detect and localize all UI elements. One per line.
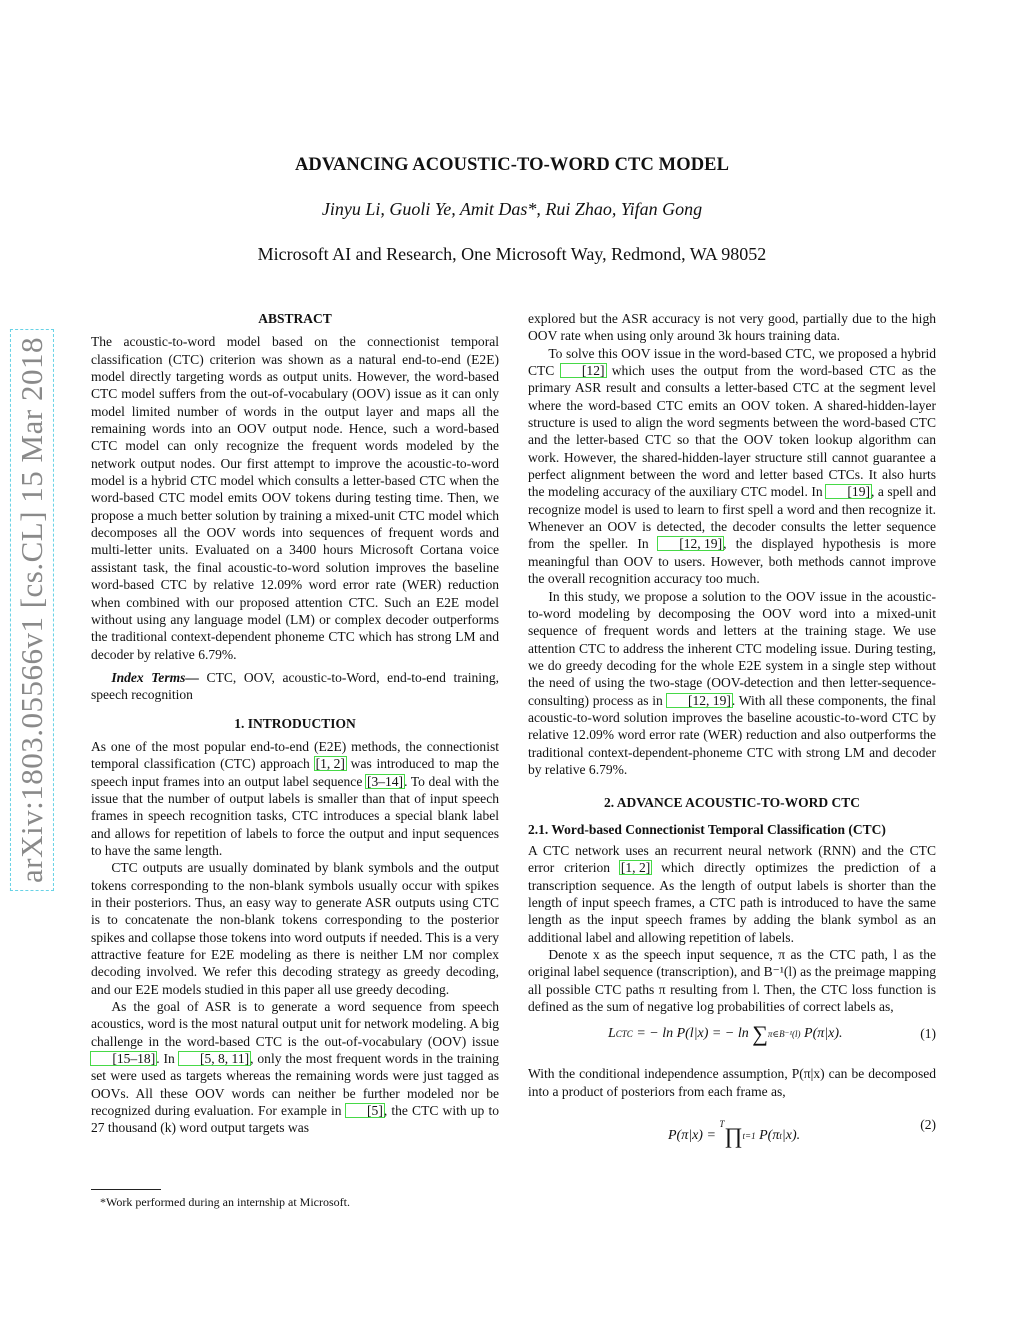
text-run: was introduced to map the speech input frames into an output label sequence (91, 756, 500, 789)
abstract-heading: ABSTRACT (258, 311, 332, 326)
arxiv-identifier-link[interactable]: arXiv:1803.05566v1 [cs.CL] 15 Mar 2018 (14, 333, 50, 887)
intro-paragraph-2: CTC outputs are usually dominated by blank symbols and the output tokens corresponding to the non-blank symbols usually occur with spikes in their posteriors. Thus, an easy way to generate ASR outputs using CTC is to concatenate the non-blank tokens corresponding to the posterior spikes and collapse those tokens into word outputs if needed. This is a very attractive feature for E2E modeling as there is neither LM nor complex decoding involved. We refer this decoding strategy as greedy decoding, and our E2E models studied in this paper all use greedy decoding. (91, 860, 499, 997)
text-run: , only the most frequent words in the training set were used as targets whereas the remaining words were just tagged as OOVs. All these OOV words can neither be further modeled nor be recognized during evaluation. For example in (91, 1051, 499, 1119)
paper-affiliation: Microsoft AI and Research, One Microsoft Way, Redmond, WA 98052 (257, 244, 767, 264)
arxiv-stamp (12, 312, 52, 907)
index-terms (91, 669, 499, 704)
text-run: , the displayed hypothesis is more meaningful than OOV to users. However, both methods cannot improve the overall recognition accuracy too much. (528, 536, 936, 587)
text-run: To solve this OOV issue in the word-based CTC, we proposed a hybrid CTC (528, 345, 936, 379)
eq-symbol: L (608, 1026, 616, 1042)
section-2-paragraph-2: Denote x as the speech input sequence, π as the CTC path, l as the original label sequence (transcription), and B⁻¹(l) as the preimage mapping all possible CTC paths π resulting from l. Then, the CTC loss function is defined as the sum of negative log probabilities of correct labels as, (528, 947, 936, 1015)
citation-link[interactable]: [12, 19] (667, 694, 732, 707)
text-run: . In (156, 1051, 179, 1067)
citation-link[interactable]: [3–14] (366, 773, 404, 789)
section-2-paragraph-1 (528, 842, 936, 946)
equation-2-body (668, 1116, 801, 1149)
eq-subscript: CTC (615, 1029, 633, 1040)
intro-paragraph-3 (91, 998, 499, 1137)
text-run: As one of the most popular end-to-end (E2E) methods, the connectionist temporal classification (CTC) approach (91, 738, 499, 772)
citation-link[interactable]: [15–18] (91, 1052, 156, 1065)
eq-subscript: π∈B⁻¹(l) (767, 1029, 801, 1040)
citation-link[interactable]: [5] (346, 1104, 384, 1117)
text-run: A CTC network uses an recurrent neural network (RNN) and the CTC error criterion (528, 842, 936, 876)
text-run: which directly optimizes the prediction of a transcription sequence. As the length of output labels is shorter than the length of input speech frames, a CTC path is introduced to have the same length as the input speech frames by adding the blank symbol as an additional label and allowing repetition of labels. (528, 860, 937, 945)
product-icon: ∏ (724, 1123, 743, 1149)
eq-superscript: T (719, 1119, 725, 1130)
left-column (91, 310, 499, 1137)
paper-authors: Jinyu Li, Guoli Ye, Amit Das*, Rui Zhao, Yifan Gong (321, 199, 703, 219)
equation-1-number: (1) (920, 1026, 936, 1042)
subsection-2-1-heading: 2.1. Word-based Connectionist Temporal Classification (CTC) (528, 821, 886, 837)
eq-subscript: t (779, 1131, 782, 1142)
eq-text: = − ln P(l|x) = − ln (632, 1026, 753, 1042)
citation-link[interactable]: [1, 2] (315, 756, 345, 772)
text-run: which uses the output from the word-based CTC as the primary ASR result and consults a letter-based CTC at the segment level where the word-based CTC emits an OOV token. A shared-hidden-layer structure is used to align the word segments between the word-based CTC and the letter-based CTC so that the OOV token lookup algorithm can work. However, the shared-hidden-layer structure still cannot guarantee a perfect alignment between the word and letter based CTCs. It also hurts the modeling accuracy of the auxiliary CTC model. In (528, 363, 936, 500)
eq-text: P(π|x). (800, 1026, 843, 1042)
intro-paragraph-5 (528, 588, 936, 779)
citation-link[interactable]: [1, 2] (620, 860, 651, 876)
citation-link[interactable]: [12] (561, 364, 606, 377)
text-run: , a spell and recognize model is used to learn to first spell a word and then recognize it. Whenever an OOV is detected, the decoder consults the letter sequence from the speller. In (528, 484, 936, 552)
eq-text: |x). (781, 1128, 801, 1144)
footnote-divider (91, 1189, 161, 1190)
intro-heading: 1. INTRODUCTION (234, 715, 356, 731)
section-2-paragraph-3: With the conditional independence assumption, P(π|x) can be decomposed into a product of posteriors from each frame as, (528, 1066, 936, 1099)
text-run: , the CTC with up to 27 thousand (k) word output targets was (91, 1103, 499, 1136)
intro-paragraph-3-continued: explored but the ASR accuracy is not very good, partially due to the high OOV rate when using only around 3k hours training data. (528, 311, 936, 344)
abstract-text: The acoustic-to-word model based on the connectionist temporal classification (CTC) criterion was shown as a natural end-to-end (E2E) model directly targeting words as output units. However, the word-based CTC model suffers from the out-of-vocabulary (OOV) issue as it can only model limited number of words in the output layer and maps all the remaining words into an OOV output node. Hence, such a word-based CTC model can only recognize the frequent words modeled by the network output nodes. Our first attempt to improve the acoustic-to-word model is a hybrid CTC model which consults a letter-based CTC when the word-based CTC model emits OOV tokens during testing time. Then, we propose a much better solution by training a mixed-unit CTC model which decomposes all the OOV words into sequences of frequent words and multi-letter units. Evaluated on a 3400 hours Microsoft Cortana voice assistant task, the final acoustic-to-word solution improves the baseline word-based CTC by relative 12.09% word error rate (WER) reduction when combined with our proposed attention CTC. Such an E2E model without using any language model (LM) or complex decoder outperforms the traditional context-dependent phoneme CTC which has strong LM and decoder by relative 6.79%. (91, 334, 499, 662)
eq-text: P(π|x) = (668, 1128, 720, 1144)
equation-2-number: (2) (920, 1117, 936, 1133)
text-run: As the goal of ASR is to generate a word sequence from speech acoustics, word is the most natural output unit for network modeling. A big challenge in the word-based CTC is the out-of-vocabulary (OOV) issue (91, 999, 499, 1049)
text-run: . To deal with the issue that the number of output labels is smaller than that of input speech frames in speech recognition tasks, CTC introduces a special blank label and allows for repetition of labels to force the output and input sequences to have the same length. (91, 773, 499, 858)
text-run: In this study, we propose a solution to the OOV issue in the acoustic-to-word modeling by decomposing the OOV word into a mixed-unit sequence of frequent words and letters at the training stage. We use attention CTC to address the inherent CTC modeling issue. During testing, we do greedy decoding for the whole E2E system in a single step without the need of using the two-stage (OOV-detection and then letter-sequence-consulting) process as in (528, 588, 936, 708)
index-terms-text: CTC, OOV, acoustic-to-Word, end-to-end training, speech recognition (91, 669, 499, 703)
intro-paragraph-4 (528, 345, 936, 588)
footnote: *Work performed during an internship at Microsoft. (100, 1195, 350, 1209)
eq-text: P(π (755, 1128, 780, 1144)
citation-link[interactable]: [12, 19] (658, 537, 723, 550)
equation-2 (528, 1104, 936, 1148)
equation-1-body (608, 1021, 843, 1047)
section-2-heading: 2. ADVANCE ACOUSTIC-TO-WORD CTC (603, 795, 861, 811)
right-column (528, 310, 936, 1156)
equation-1 (528, 1019, 936, 1057)
intro-paragraph-1 (91, 738, 499, 859)
citation-link[interactable]: [5, 8, 11] (179, 1052, 250, 1065)
paper-title: ADVANCING ACOUSTIC-TO-WORD CTC MODEL (294, 155, 730, 175)
text-run: . With all these components, the final acoustic-to-word solution improves the baseline acoustic-to-word CTC by relative 12.09% word error rate (WER) reduction and also outperforms the traditional context-dependent-phoneme CTC with strong LM and decoder by relative 6.79%. (528, 692, 937, 777)
citation-link[interactable]: [19] (826, 485, 871, 498)
summation-icon: ∑ (752, 1021, 768, 1047)
eq-subscript: t=1 (742, 1131, 756, 1142)
index-terms-label: Index Terms— (111, 669, 199, 685)
